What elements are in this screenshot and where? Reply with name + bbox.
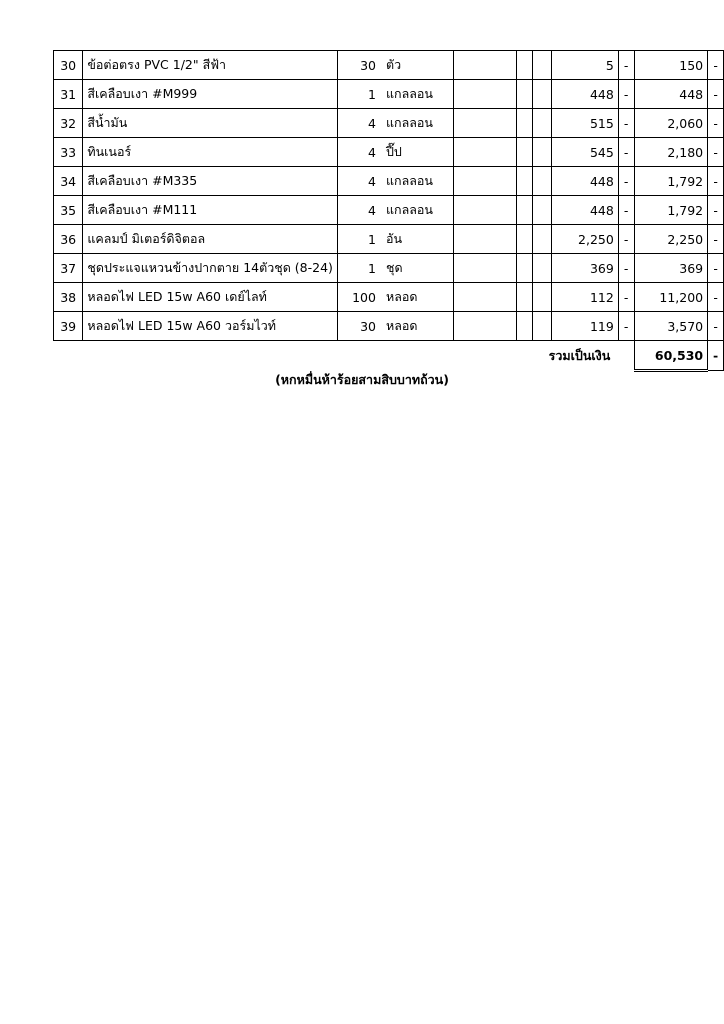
item-unit-price: 448: [551, 196, 618, 225]
empty-cell: [454, 80, 516, 109]
total-dash: -: [708, 341, 724, 371]
item-amount-satang: -: [708, 254, 724, 283]
item-unit: แกลลอน: [382, 167, 454, 196]
item-quantity: 4: [337, 167, 382, 196]
item-unit-price-satang: -: [618, 312, 634, 341]
item-unit-price-satang: -: [618, 138, 634, 167]
item-amount: 150: [634, 51, 708, 80]
total-value: 60,530: [634, 341, 708, 371]
item-quantity: 30: [337, 51, 382, 80]
empty-cell: [533, 109, 552, 138]
item-number: 38: [54, 283, 83, 312]
item-unit: แกลลอน: [382, 109, 454, 138]
table-row: [54, 312, 724, 341]
table-row: [54, 283, 724, 312]
item-unit-price: 515: [551, 109, 618, 138]
item-amount: 2,180: [634, 138, 708, 167]
item-unit-price: 369: [551, 254, 618, 283]
item-number: 33: [54, 138, 83, 167]
empty-cell: [516, 225, 533, 254]
empty-cell: [533, 138, 552, 167]
empty-cell: [533, 225, 552, 254]
item-description: หลอดไฟ LED 15w A60 เดย์ไลท์: [83, 283, 338, 312]
item-description: หลอดไฟ LED 15w A60 วอร์มไวท์: [83, 312, 338, 341]
item-unit: แกลลอน: [382, 196, 454, 225]
empty-cell: [516, 51, 533, 80]
item-unit: อัน: [382, 225, 454, 254]
table-row: [54, 167, 724, 196]
empty-cell: [533, 312, 552, 341]
empty-cell: [533, 283, 552, 312]
item-number: 36: [54, 225, 83, 254]
empty-cell: [454, 109, 516, 138]
item-description: สีน้ำมัน: [83, 109, 338, 138]
item-number: 35: [54, 196, 83, 225]
item-unit-price: 2,250: [551, 225, 618, 254]
table-row: [54, 138, 724, 167]
empty-cell: [454, 312, 516, 341]
item-unit-price-satang: -: [618, 196, 634, 225]
total-row: [54, 341, 724, 371]
item-unit-price-satang: -: [618, 254, 634, 283]
empty-cell: [454, 283, 516, 312]
item-amount-satang: -: [708, 80, 724, 109]
table-row: [54, 109, 724, 138]
item-description: สีเคลือบเงา #M335: [83, 167, 338, 196]
item-amount-satang: -: [708, 225, 724, 254]
item-amount: 1,792: [634, 167, 708, 196]
total-spacer: [618, 341, 634, 371]
item-number: 34: [54, 167, 83, 196]
item-unit-price: 448: [551, 167, 618, 196]
item-amount-satang: -: [708, 167, 724, 196]
empty-cell: [454, 167, 516, 196]
item-unit-price-satang: -: [618, 283, 634, 312]
empty-cell: [516, 80, 533, 109]
item-unit-price-satang: -: [618, 80, 634, 109]
item-amount: 369: [634, 254, 708, 283]
total-label: รวมเป็นเงิน: [548, 347, 611, 363]
item-quantity: 1: [337, 254, 382, 283]
item-unit: แกลลอน: [382, 80, 454, 109]
table-row: [54, 196, 724, 225]
empty-cell: [533, 196, 552, 225]
empty-cell: [533, 80, 552, 109]
item-amount-satang: -: [708, 312, 724, 341]
item-unit-price-satang: -: [618, 51, 634, 80]
item-quantity: 4: [337, 196, 382, 225]
item-unit-price-satang: -: [618, 109, 634, 138]
empty-cell: [454, 254, 516, 283]
item-unit-price: 112: [551, 283, 618, 312]
item-amount: 1,792: [634, 196, 708, 225]
table-row: [54, 51, 724, 80]
empty-cell: [516, 109, 533, 138]
table-row: [54, 225, 724, 254]
items-table-body: [54, 51, 724, 341]
item-quantity: 100: [337, 283, 382, 312]
item-unit-price: 448: [551, 80, 618, 109]
empty-cell: [516, 138, 533, 167]
item-number: 30: [54, 51, 83, 80]
item-quantity: 1: [337, 225, 382, 254]
item-amount-satang: -: [708, 283, 724, 312]
item-quantity: 4: [337, 138, 382, 167]
item-unit: ตัว: [382, 51, 454, 80]
item-amount-satang: -: [708, 51, 724, 80]
item-unit-price: 545: [551, 138, 618, 167]
empty-cell: [454, 51, 516, 80]
item-description: ชุดประแจแหวนข้างปากตาย 14ตัวชุด (8-24): [83, 254, 338, 283]
item-unit-price: 5: [551, 51, 618, 80]
item-amount-satang: -: [708, 196, 724, 225]
table-row: [54, 254, 724, 283]
item-number: 32: [54, 109, 83, 138]
amount-in-words: (หกหมื่นห้าร้อยสามสิบบาทถ้วน): [275, 372, 449, 387]
item-unit: ชุด: [382, 254, 454, 283]
item-unit: หลอด: [382, 283, 454, 312]
item-number: 31: [54, 80, 83, 109]
item-description: แคลมป์ มิเตอร์ดิจิตอล: [83, 225, 338, 254]
item-quantity: 30: [337, 312, 382, 341]
items-table: [53, 50, 724, 372]
item-amount: 448: [634, 80, 708, 109]
item-description: สีเคลือบเงา #M999: [83, 80, 338, 109]
empty-cell: [516, 167, 533, 196]
item-amount-satang: -: [708, 109, 724, 138]
item-unit: หลอด: [382, 312, 454, 341]
empty-cell: [516, 254, 533, 283]
item-amount: 2,060: [634, 109, 708, 138]
empty-cell: [516, 283, 533, 312]
item-unit-price: 119: [551, 312, 618, 341]
item-quantity: 1: [337, 80, 382, 109]
empty-cell: [533, 254, 552, 283]
item-amount-satang: -: [708, 138, 724, 167]
empty-cell: [516, 196, 533, 225]
item-quantity: 4: [337, 109, 382, 138]
empty-cell: [454, 196, 516, 225]
empty-cell: [516, 312, 533, 341]
item-description: ข้อต่อตรง PVC 1/2" สีฟ้า: [83, 51, 338, 80]
empty-cell: [533, 167, 552, 196]
table-row: [54, 80, 724, 109]
item-description: ทินเนอร์: [83, 138, 338, 167]
item-amount: 11,200: [634, 283, 708, 312]
item-number: 39: [54, 312, 83, 341]
item-number: 37: [54, 254, 83, 283]
item-unit-price-satang: -: [618, 225, 634, 254]
empty-cell: [454, 225, 516, 254]
item-unit-price-satang: -: [618, 167, 634, 196]
item-amount: 2,250: [634, 225, 708, 254]
empty-cell: [454, 138, 516, 167]
item-amount: 3,570: [634, 312, 708, 341]
item-description: สีเคลือบเงา #M111: [83, 196, 338, 225]
empty-cell: [533, 51, 552, 80]
item-unit: ปี๊ป: [382, 138, 454, 167]
